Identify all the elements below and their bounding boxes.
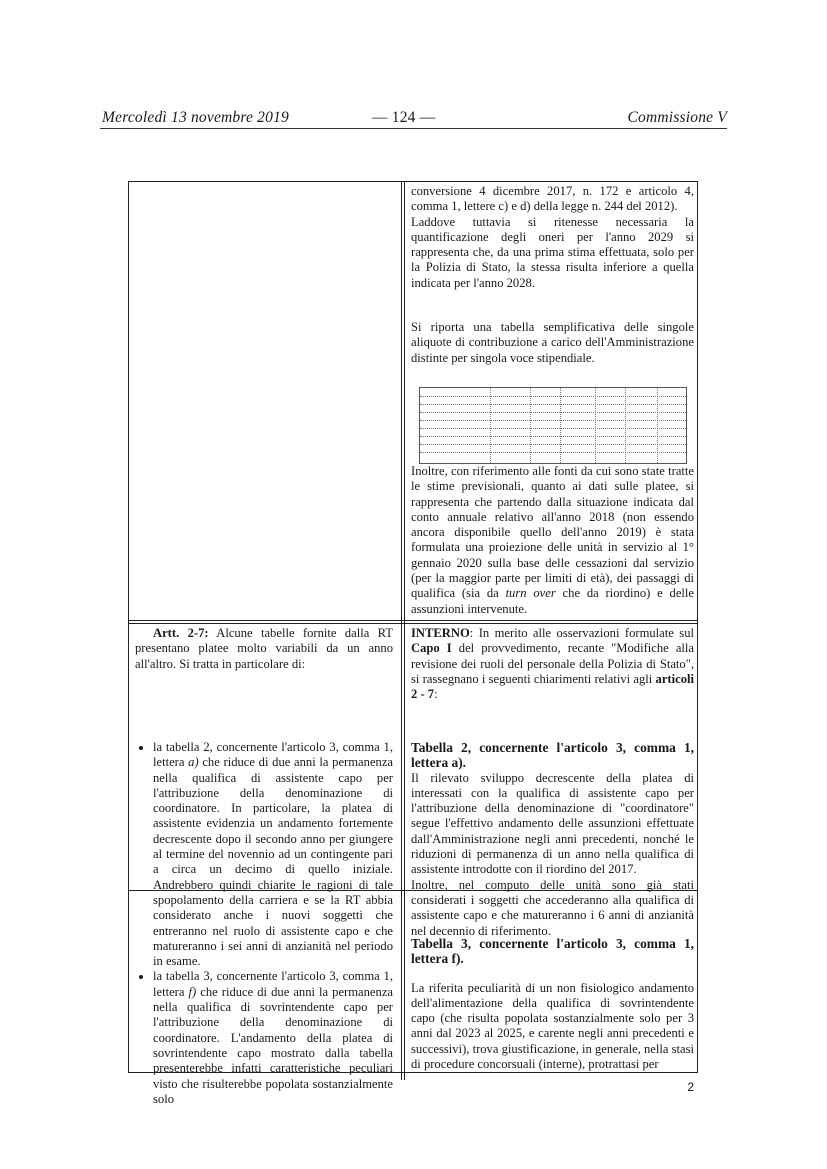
block2-right-intro: INTERNO: In merito alle osservazioni formulate sul Capo I del provvedimento, recante "Modifiche alla revisione dei ruoli del personale della Polizia di Stato", si rassegnano i seguenti chiarimenti relativi agli articoli 2 - 7:: [411, 626, 694, 702]
page-number: 2: [687, 1080, 694, 1094]
tabella-3-title: Tabella 3, concernente l'articolo 3, comma 1, lettera f).: [411, 936, 694, 967]
paragraph-laddove: Laddove tuttavia si ritenesse necessaria la quantificazione degli oneri per l'anno 2029 si rappresenta che, da una prima stima effettuata, solo per la Polizia di Stato, la stessa risulta inferiore a quella indicata per l'anno 2028.: [411, 214, 694, 290]
block2-left-intro: Artt. 2-7: Alcune tabelle fornite dalla RT presentano platee molto variabili da un anno all'altro. Si tratta in particolare di:: [135, 626, 394, 671]
block1-aliquote-cell: [411, 320, 694, 366]
paragraph-conversione: conversione 4 dicembre 2017, n. 172 e articolo 4, comma 1, lettere c) e d) della legge n. 244 del 2012).: [411, 184, 694, 214]
block1-fonti-cell: [411, 464, 694, 617]
header-rule: [100, 128, 727, 129]
paragraph-fonti: Inoltre, con riferimento alle fonti da cui sono state tratte le stime previsionali, quanto ai dati sulle platee, si rappresenta che partendo dalla situazione indicata dal conto annuale relativo all'anno 2018 (non essendo ancora disponibile quello dell'anno 2019) è stata formulata una proiezione delle unità in servizio al 1° gennaio 2020 sulla base delle cessazioni dal servizio (per la maggior parte per limiti di età), dei passaggi di qualifica (sia da turn over che da riordino) e delle assunzioni intervenute.: [411, 464, 694, 616]
header-page-number: — 124 —: [372, 109, 436, 126]
bullet-tabella-2: • la tabella 2, concernente l'articolo 3, comma 1, lettera a) che riduce di due anni la permanenza nella qualifica di assistente capo per l'attribuzione della denominazione di coordinatore. In particolare, la platea di assistente evidenzia un andamento fortemente decrescente dopo il secondo anno per giungere al termine del novennio ad un contingente pari a circa un decimo di quello iniziale. Andrebbero quindi chiarite le ragioni di tale spopolamento della carriera e se la RT abbia considerato anche i nuovi soggetti che entreranno nel ruolo di assistente capo e che matureranno i sei anni di anzianità nel periodo in esame.: [153, 740, 393, 969]
paragraph-aliquote: Si riporta una tabella semplificativa delle singole aliquote di contribuzione a carico dell'Amministrazione distinte per singola voce stipendiale.: [411, 320, 694, 365]
bullet-tabella-3: • la tabella 3, concernente l'articolo 3, comma 1, lettera f) che riduce di due anni la permanenza nella qualifica di sovrintendente capo per l'attribuzione della denominazione di coordinatore. L'andamento della platea di sovrintendente capo mostrato dalla tabella presenterebbe infatti caratteristiche peculiari visto che risulterebbe popolata sostanzialmente solo: [153, 969, 393, 1107]
header-commission: Commissione V: [627, 109, 727, 126]
block1-right-cell: [411, 184, 694, 291]
aliquote-mini-table: [419, 387, 687, 464]
tabella-2-p1: Il rilevato sviluppo decrescente della platea di interessati con la qualifica di assistente capo per l'attribuzione della denominazione di "coordinatore" segue l'effettivo andamento delle assunzioni effettuate dall'Amministrazione negli anni precedenti, nonché le riduzioni di permanenza di un anno nella qualifica di assistente introdotte con il riordino del 2017.: [411, 770, 694, 877]
tabella-2-title: Tabella 2, concernente l'articolo 3, comma 1, lettera a).: [411, 740, 694, 771]
tabella-3-p1: La riferita peculiarità di un non fisiologico andamento dell'alimentazione della qualifica di sovrintendente capo (che risulta popolata sostanzialmente solo per 3 anni dal 2023 al 2025, e carente negli anni precedenti e successivi), trova giustificazione, in generale, nella stasi di procedure concorsuali (interne), protrattasi per: [411, 980, 694, 1072]
tabella-2-p2: Inoltre, nel computo delle unità sono già stati considerati i soggetti che accederanno alla qualifica di assistente capo e che matureranno i 6 anni di anzianità nel decennio di riferimento.: [411, 877, 694, 938]
table-lower-frame: [128, 621, 698, 1073]
header-date: Mercoledì 13 novembre 2019: [102, 109, 289, 126]
